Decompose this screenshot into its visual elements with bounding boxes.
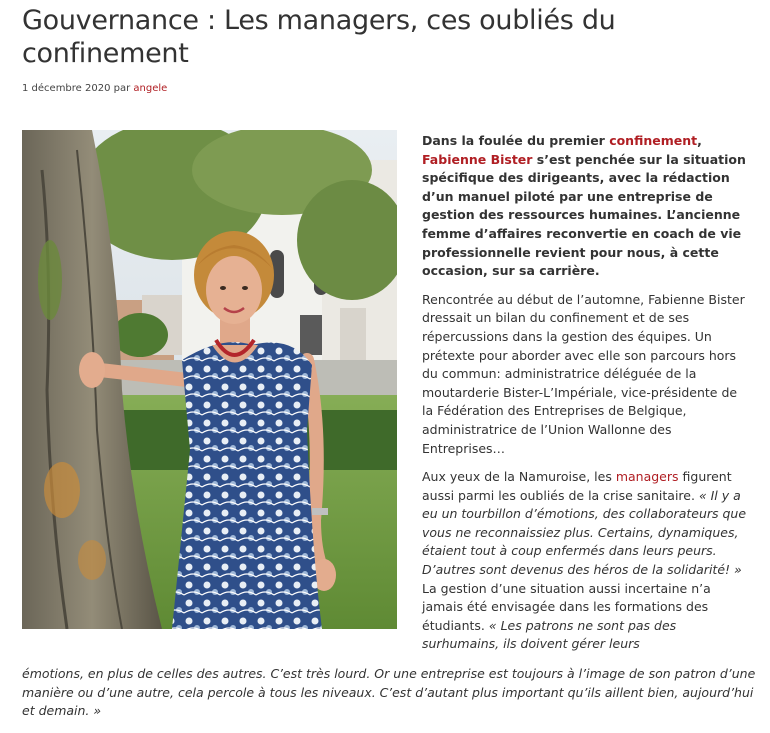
article-title: Gouvernance : Les managers, ces oubliés du confinement <box>22 5 616 69</box>
by-label: par <box>113 83 131 94</box>
link-confinement[interactable]: confinement <box>609 133 698 148</box>
quote-text: « Il y a eu un tourbillon d’émotions, des collaborateurs que vous ne reconnaissiez plus. Certains, dynamiques, étaient tout à coup enfermés dans leurs peurs. D’autres sont devenus des héros de la solidarité! » <box>422 487 747 578</box>
body-text: figurent aussi parmi les oubliés de la crise sanitaire. <box>422 469 732 503</box>
portrait-image <box>22 130 397 629</box>
lead-text: s’est penchée sur la situation spécifique des dirigeants, avec la rédaction d’un manuel piloté par une entreprise de gestion des ressources humaines. L’ancienne femme d’affaires reconvertie en coach de vie professionnelle revient pour nous, à cette occasion, sur sa carrière. <box>422 151 746 279</box>
quote-text: « Les patrons ne sont pas des surhumains, ils doivent gérer leurs <box>422 617 677 652</box>
link-fabienne-bister[interactable]: Fabienne Bister <box>422 151 533 167</box>
article-meta <box>22 82 167 96</box>
author-link[interactable]: angele <box>133 83 168 94</box>
body-text: Aux yeux de la Namuroise, les <box>422 469 616 485</box>
lead-text: Dans la foulée du premier <box>422 133 610 148</box>
lead-text: , <box>697 133 702 148</box>
body-text: La gestion d’une situation aussi incertaine n’a jamais été envisagée dans les formations des étudiants. <box>422 580 711 633</box>
article-body <box>422 132 752 664</box>
lead-paragraph <box>422 132 752 281</box>
article-photo <box>22 130 397 629</box>
link-managers[interactable]: managers <box>615 469 679 485</box>
body-paragraph-quote <box>422 468 752 654</box>
publish-date: 1 décembre 2020 <box>22 83 111 94</box>
quote-continuation: émotions, en plus de celles des autres. C’est très lourd. Or une entreprise est toujours à l’image de son patron d’une manière ou d’une autre, cela percole à tous les niveaux. C’est d’autant plus important qu’ils aillent bien, aujourd’hui et demain. » <box>22 666 756 719</box>
body-paragraph: Rencontrée au début de l’automne, Fabienne Bister dressait un bilan du confinement et de ses répercussions dans la gestion des équipes. Un prétexte pour aborder avec elle son parcours hors du commun: administratrice déléguée de la moutarderie Bister-L’Impériale, vice-présidente de la Fédération des Entreprises de Belgique, administratrice de l’Union Wallonne des Entreprises… <box>422 291 745 456</box>
